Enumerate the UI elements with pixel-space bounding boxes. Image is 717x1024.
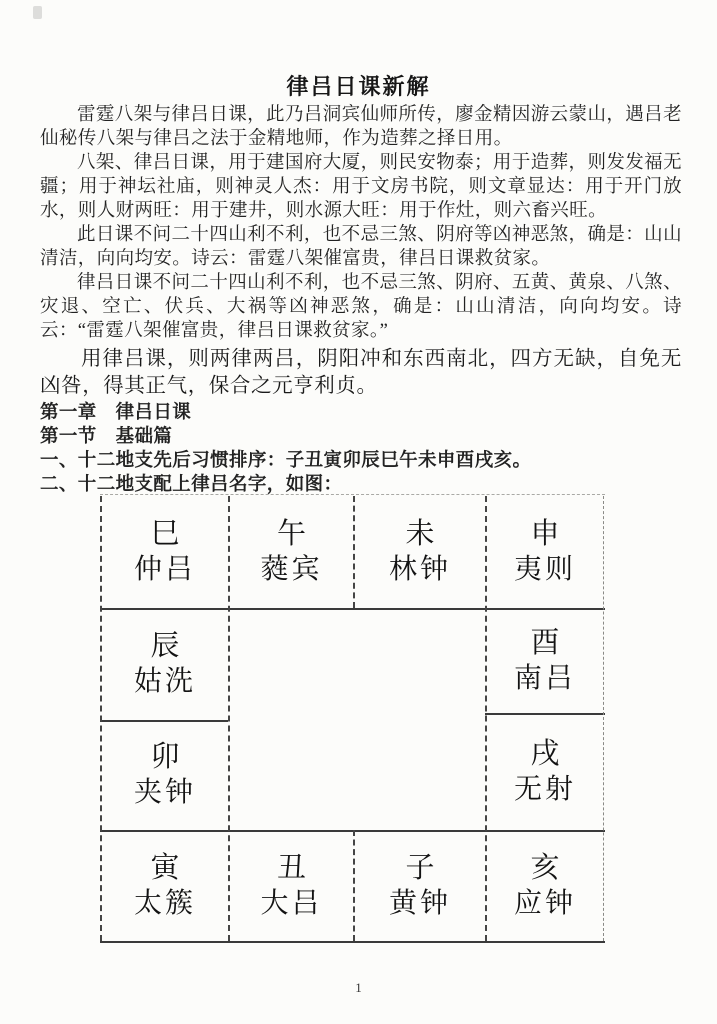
- section-heading: 第一节 基础篇: [40, 425, 173, 446]
- branch-wu: 午: [276, 518, 306, 550]
- body-text: [40, 103, 682, 496]
- table-cell-wei: [355, 496, 485, 608]
- paragraph-4: 律吕日课不问二十四山利不利，也不忌三煞、阴府、五黄、黄泉、八煞、灾退、空亡、伏兵、大祸等凶神恶煞，确是：山山清洁，向向均安。诗云：“雷霆八架催富贵，律吕日课救贫家。”: [40, 273, 682, 341]
- branch-mao: 卯: [150, 741, 180, 773]
- table-cell-shen: [487, 496, 603, 608]
- table-right-border: [603, 496, 604, 941]
- branch-xu: 戌: [530, 737, 560, 770]
- table-cell-zi: [355, 832, 485, 939]
- lv-ruibin: 蕤宾: [260, 554, 323, 585]
- page-number: 1: [355, 980, 362, 995]
- page-title: 律吕日课新解: [286, 74, 431, 99]
- list-item-2: 二、十二地支配上律吕名字，如图：: [40, 473, 343, 494]
- lv-zhonglv: 仲吕: [133, 554, 196, 585]
- branch-si: 巳: [150, 518, 180, 550]
- branch-hai: 亥: [530, 851, 560, 884]
- table-cell-xu: [487, 715, 603, 828]
- branch-chou: 丑: [276, 851, 306, 884]
- lv-guxian: 姑洗: [133, 666, 196, 697]
- branch-you: 酉: [530, 626, 560, 659]
- branch-yin: 寅: [150, 851, 180, 884]
- table-cell-mao: [102, 722, 228, 828]
- table-cell-si: [102, 496, 228, 608]
- lv-wuyi: 无射: [513, 773, 576, 805]
- scan-artifact: [33, 6, 42, 19]
- lv-nanlv: 南吕: [513, 662, 576, 694]
- earthly-branch-lvlv-table: [100, 494, 605, 943]
- lv-yize: 夷则: [513, 554, 576, 585]
- branch-zi: 子: [405, 851, 435, 884]
- lv-taicu: 太簇: [133, 887, 196, 919]
- table-cell-yin: [102, 832, 228, 939]
- paragraph-3: 此日课不问二十四山利不利，也不忌三煞、阴府等凶神恶煞，确是：山山清洁，向向均安。诗云：雷霆八架催富贵，律吕日课救贫家。: [40, 225, 682, 269]
- lv-linzhong: 林钟: [388, 554, 451, 585]
- lv-huangzhong: 黄钟: [388, 887, 451, 919]
- lv-jiazhong: 夹钟: [133, 777, 196, 808]
- lv-dalv: 大吕: [260, 887, 323, 919]
- chapter-heading: 第一章 律吕日课: [40, 401, 192, 422]
- table-cell-wu: [230, 496, 353, 608]
- branch-wei: 未: [405, 518, 435, 550]
- table-top-border: [100, 494, 605, 495]
- branch-shen: 申: [530, 518, 560, 550]
- lv-yingzhong: 应钟: [513, 887, 576, 919]
- table-cell-chen: [102, 610, 228, 718]
- paragraph-2: 八架、律吕日课，用于建国府大厦，则民安物泰；用于造葬，则发发福无疆；用于神坛社庙，则神灵人杰：用于文房书院，则文章显达：用于开门放水，则人财两旺：用于建井，则水源大旺：用于作灶，则六畜兴旺。: [40, 153, 682, 221]
- paragraph-5: 用律吕课，则两律两吕，阴阳冲和东西南北，四方无缺，自免无凶咎，得其正气，保合之元亨利贞。: [40, 348, 682, 397]
- list-item-1: 一、十二地支先后习惯排序：子丑寅卯辰巳午未申酉戌亥。: [40, 449, 532, 470]
- branch-chen: 辰: [150, 630, 180, 662]
- table-cell-you: [487, 610, 603, 711]
- paragraph-1: 雷霆八架与律吕日课，此乃吕洞宾仙师所传，廖金精因游云蒙山，遇吕老仙秘传八架与律吕之法于金精地师，作为造葬之择日用。: [40, 105, 682, 149]
- table-bottom-border: [100, 941, 605, 943]
- table-cell-hai: [487, 832, 603, 939]
- table-cell-chou: [230, 832, 353, 939]
